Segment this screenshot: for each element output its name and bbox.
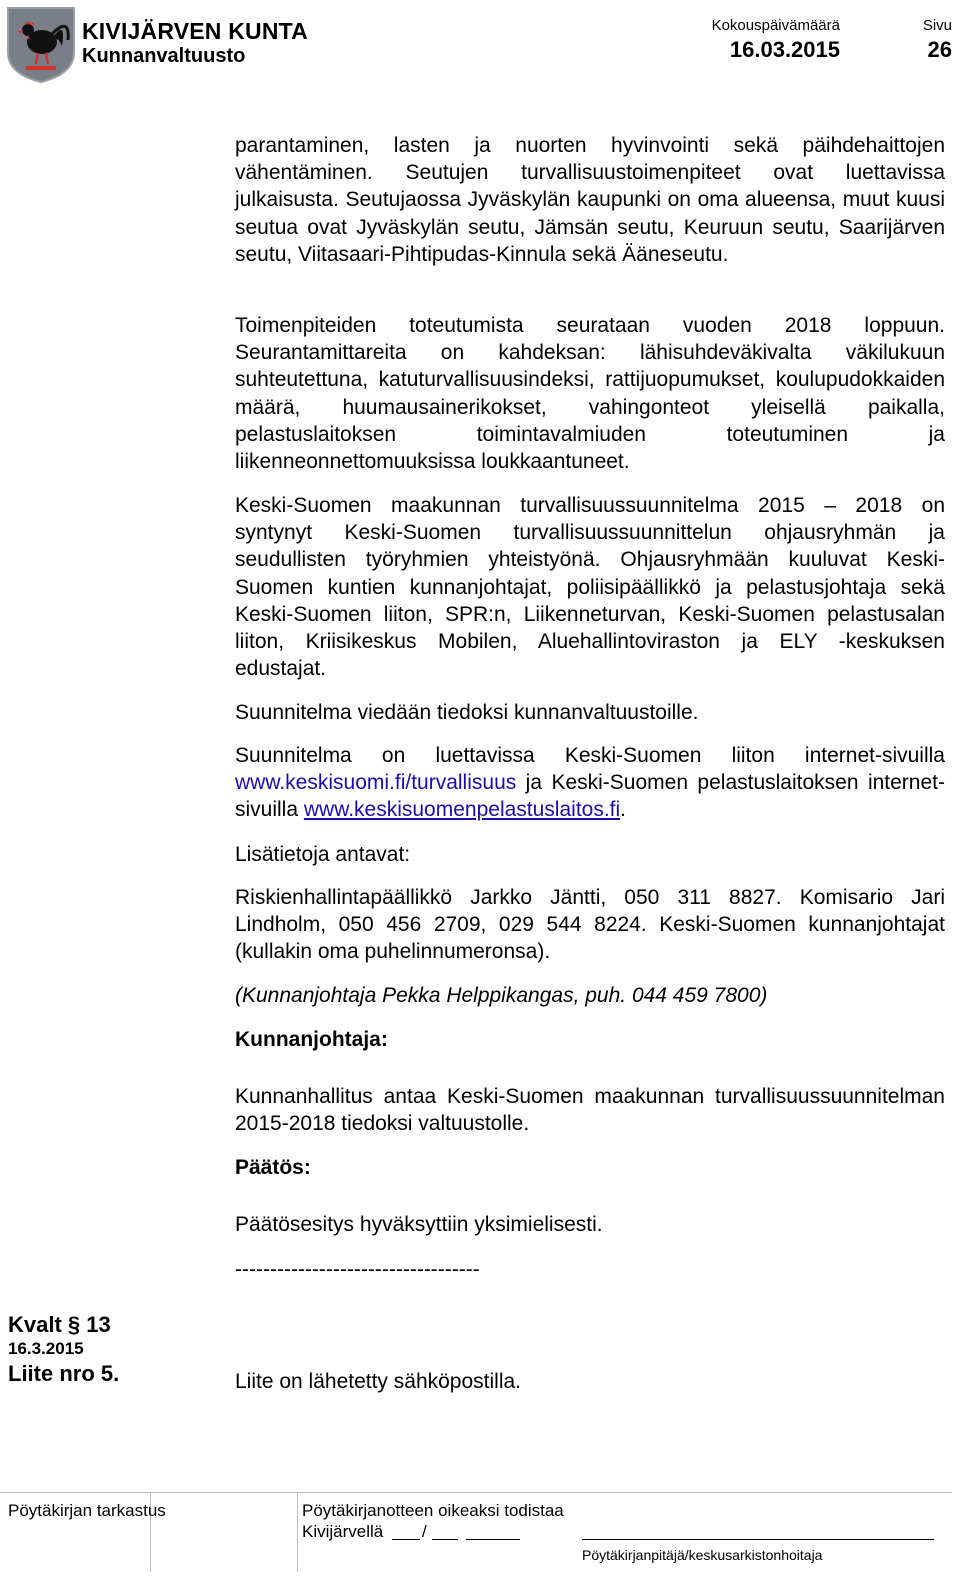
- paragraph-seurantamittarit: Toimenpiteiden toteutumista seurataan vuoden 2018 loppuun. Seurantamittareita on kahdeksan: lähisuhdeväkivalta väkilukuun suhteutettuna, katuturvallisuusindeksi, rattijuopumukset, koulupudokkaiden määrä, huumausainerikokset, vahingonteot yleisellä paikalla, pelastuslaitoksen toimintavalmiuden toteutuminen ja liikenneonnettomuuksissa loukkaantuneet.: [235, 314, 945, 474]
- footer-month-line: [432, 1539, 458, 1540]
- footer-day-line: [392, 1539, 420, 1540]
- footer-signer-title: Pöytäkirjanpitäjä/keskusarkistonhoitaja: [582, 1547, 823, 1563]
- section-reference: [8, 1311, 119, 1387]
- paragraph-tiedoksi: Suunnitelma viedään tiedoksi kunnanvaltuustoille.: [235, 701, 699, 724]
- page-label: Sivu: [922, 17, 952, 34]
- text-luettavissa-b: ja Keski-Suomen pelastuslaitoksen internet-sivuilla: [235, 771, 945, 822]
- paragraph-ehdotus: Kunnanhallitus antaa Keski-Suomen maakunnan turvallisuussuunnitelman 2015-2018 tiedoksi valtuustolle.: [235, 1085, 945, 1136]
- text-luettavissa-c: .: [620, 798, 627, 822]
- footer-signature-line: [582, 1539, 934, 1540]
- paragraph-paatos: Päätösesitys hyväksyttiin yksimielisesti.: [235, 1213, 603, 1236]
- footer-place: Kivijärvellä: [302, 1522, 384, 1541]
- separator-line: -----------------------------------: [235, 1258, 480, 1281]
- footer-certify-label: Pöytäkirjanotteen oikeaksi todistaa: [302, 1501, 564, 1520]
- footer: [0, 1492, 952, 1573]
- org-name: KIVIJÄRVEN KUNTA: [82, 18, 308, 44]
- text-luettavissa-a: Suunnitelma on luettavissa Keski-Suomen liiton internet-sivuilla: [235, 744, 945, 767]
- paragraph-suunnitelma-syntynyt: Keski-Suomen maakunnan turvallisuussuunnitelma 2015 – 2018 on syntynyt Keski-Suomen turvallisuussuunnittelun ohjausryhmän ja seudullisten työryhmien yhteistyönä. Ohjausryhmään kuuluvat Keski-Suomen kuntien kunnanjohtajat, poliisipäällikkö ja pelastusjohtaja sekä Keski-Suomen liiton, SPR:n, Liikenneturvan, Keski-Suomen pelastusalan liiton, Kriisikeskus Mobilen, Aluehallintoviraston ja ELY -keskuksen edustajat.: [235, 494, 945, 681]
- paragraph-kunnanjohtaja-puhelin: (Kunnanjohtaja Pekka Helppikangas, puh. 044 459 7800): [235, 984, 768, 1007]
- paragraph-luettavissa: [235, 742, 945, 824]
- paragraph-yhteystiedot: Riskienhallintapäällikkö Jarkko Jäntti, 050 311 8827. Komisario Jari Lindholm, 050 456 2709, 029 544 8224. Keski-Suomen kunnanjohtajat (kullakin oma puhelinnumeronsa).: [235, 886, 945, 964]
- meeting-date-label: Kokouspäivämäärä: [711, 17, 840, 34]
- link-keskisuomi-turvallisuus[interactable]: www.keskisuomi.fi/turvallisuus: [235, 771, 517, 795]
- footer-date-separator: /: [422, 1522, 427, 1541]
- footer-review-label: Pöytäkirjan tarkastus: [8, 1501, 166, 1520]
- section-liite: Liite nro 5.: [8, 1361, 120, 1386]
- coat-of-arms-icon: [6, 6, 76, 84]
- heading-paatos: Päätös:: [235, 1156, 311, 1179]
- section-kvalt: Kvalt § 13: [8, 1312, 111, 1337]
- footer-year-line: [466, 1539, 520, 1540]
- footer-review-sign-cell: [151, 1493, 298, 1572]
- link-pelastuslaitos[interactable]: www.keskisuomenpelastuslaitos.fi: [303, 798, 621, 822]
- heading-kunnanjohtaja: Kunnanjohtaja:: [235, 1028, 388, 1051]
- section-date: 16.3.2015: [8, 1339, 84, 1358]
- paragraph-liite: Liite on lähetetty sähköpostilla.: [235, 1370, 522, 1393]
- paragraph-lisatietoja: Lisätietoja antavat:: [235, 843, 411, 866]
- body-name: Kunnanvaltuusto: [82, 45, 246, 67]
- meeting-date: 16.03.2015: [729, 37, 840, 62]
- page-number: 26: [927, 37, 952, 62]
- paragraph-seutujako: parantaminen, lasten ja nuorten hyvinvointi sekä päihdehaittojen vähentäminen. Seutujen turvallisuustoimenpiteet ovat luettavissa julkaisusta. Seutujaossa Jyväskylän kaupunki on oma alueensa, muut kuusi seutua ovat Jyväskylän seutu, Jämsän seutu, Keuruun seutu, Saarijärven seutu, Viitasaari-Pihtipudas-Kinnula sekä Ääneseutu.: [235, 134, 945, 266]
